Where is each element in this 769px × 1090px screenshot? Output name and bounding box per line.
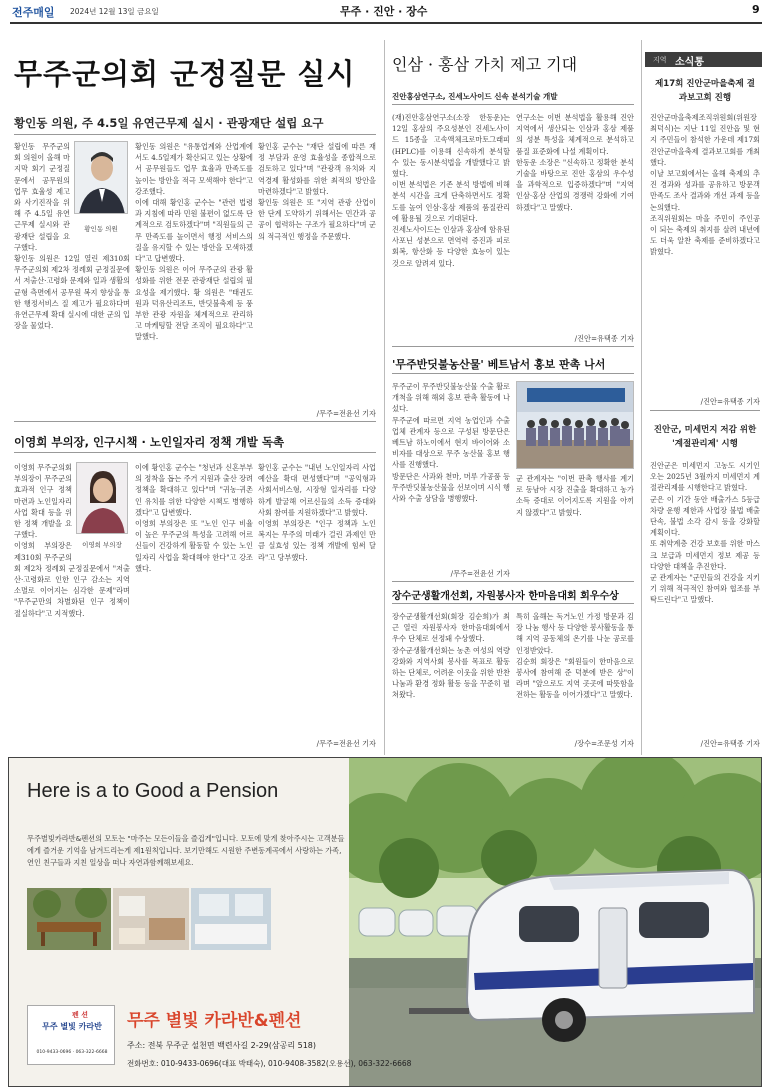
sidebar-item1-headline: 제17회 진안군마을축제 결과보고회 진행 <box>655 79 755 103</box>
ad-photo-2 <box>113 888 189 950</box>
paper-logo: 전주매일 <box>12 6 55 19</box>
sidebar-item1-byline: /진안=유택종 기자 <box>700 397 760 406</box>
paragraph: 이에 대해 황인홍 군수는 "관련 법령과 지침에 따라 민원 불편이 없도록 단계적으로 검토하겠다"며 "직원들의 근무 만족도를 높이면서 행정 서비스의 질을 유지할 수 있는 방안을 모색하겠다"고 답변했다. <box>135 198 253 264</box>
ginseng-col1 <box>392 112 510 344</box>
pension-sign <box>27 1005 115 1065</box>
promo-photo <box>516 381 634 469</box>
paragraph: 황인홍 군수는 "재단 설립에 따른 재정 부담과 운영 효율성을 종합적으로 검토하고 있다"며 "관광객 유치와 지역경제 활성화를 위한 최적의 방안을 마련하겠다"고 밝혔다. <box>258 142 376 196</box>
paragraph: 황인동 의원은 이어 무주군의 관광 활성화를 위한 전문 관광재단 설립의 필요성을 제기했다. 황 의원은 "태권도원과 덕유산리조트, 반딧불축제 등 풍부한 관광 자원을 체계적으로 관리하고 마케팅할 전담 조직이 필요하다"고 말했다. <box>135 265 253 342</box>
paragraph: 장수군생활개선회(회장 김순희)가 최근 열린 자원봉사자 한마음대회에서 우수 단체로 선정돼 수상했다. <box>392 612 510 644</box>
main-article-col1 <box>14 141 130 386</box>
paragraph: 이날 보고회에서는 올해 축제의 추진 경과와 성과를 공유하고 방문객 만족도 조사 결과와 개선 과제 등을 논의했다. <box>650 169 760 212</box>
ad-phone: 전화번호: 010-9433-0696(대표 박태숙), 010-9408-3582(오용선), 063-322-6668 <box>127 1059 412 1068</box>
ginseng-subhead: 진안홍삼연구소, 진세노사이드 신속 분석기술 개발 <box>392 92 558 101</box>
second-headline: 이영희 부의장, 인구시책 · 노인일자리 정책 개발 독촉 <box>14 435 285 449</box>
ad-headline: Here is a to Good a Pension <box>27 780 279 802</box>
ad-photo-3 <box>191 888 271 950</box>
main-byline: /무주=전윤선 기자 <box>316 409 376 418</box>
paragraph: 이에 황인홍 군수는 "청년과 신혼부부의 정착을 돕는 주거 지원과 출산 장려 정책을 확대하고 있다"며 "귀농·귀촌인 유치를 위한 다양한 시책도 병행하겠다"고 답변했다. <box>135 463 253 517</box>
promo-col1 <box>392 381 510 567</box>
paragraph: 군 관계자는 "군민들의 건강을 지키기 위해 적극적인 참여와 협조를 부탁드린다"고 말했다. <box>650 573 760 605</box>
sidebar-region-label: 지역 <box>653 56 667 64</box>
sign-phone: 010-9433-0696 · 063-322-6668 <box>36 1050 108 1055</box>
column-rule <box>384 40 385 755</box>
ginseng-headline: 인삼 · 홍삼 가치 제고 기대 <box>392 55 578 74</box>
ginseng-rule <box>392 104 634 105</box>
main-headline: 무주군의회 군정질문 실시 <box>14 57 356 91</box>
sign-top: 펜 션 <box>72 1011 88 1019</box>
ginseng-byline: /진안=유택종 기자 <box>574 334 634 343</box>
second-article-col3 <box>258 462 376 732</box>
second-photo-caption: 이영희 부의장 <box>82 541 122 549</box>
jangsu-headline: 장수군생활개선회, 자원봉사자 한마음대회 회우수상 <box>392 591 619 602</box>
second-article-col1 <box>14 462 130 752</box>
jangsu-byline: /장수=조문성 기자 <box>574 739 634 748</box>
paragraph: 무주군이 무주반딧불농산물 수출 활로 개척을 위해 해외 홍보 판촉 활동에 나섰다. <box>392 382 510 414</box>
group-photo-icon <box>517 382 634 469</box>
main-article-col2 <box>135 141 253 386</box>
issue-date: 2024년 12월 13일 금요일 <box>70 7 159 16</box>
second-headline-rule <box>14 452 376 453</box>
jangsu-col1 <box>392 611 510 751</box>
paragraph: 장수군생활개선회는 농촌 여성의 역량 강화와 지역사회 봉사를 목표로 활동하는 단체로, 어려운 이웃을 위한 반찬 나눔과 환경 정화 활동 등을 꾸준히 펼쳐왔다. <box>392 645 510 700</box>
main-subhead-rule <box>14 134 376 135</box>
paragraph: 또 취약계층 건강 보호를 위한 마스크 보급과 미세먼지 정보 제공 등 다양한 대책을 추진한다. <box>650 539 760 571</box>
jangsu-col2 <box>516 611 634 733</box>
paragraph: 군 관계자는 "이번 판촉 행사를 계기로 동남아 시장 진출을 확대하고 농가 소득 증대로 이어지도록 지원을 아끼지 않겠다"고 밝혔다. <box>516 474 634 517</box>
second-byline: /무주=전윤선 기자 <box>316 739 376 748</box>
paragraph: 황인홍 군수는 "내년 노인일자리 사업 예산을 확대 편성했다"며 "공익형과 사회서비스형, 시장형 일자리를 다양하게 발굴해 어르신들의 소득 증대와 사회 참여를 지원하겠다"고 밝혔다. <box>258 463 376 517</box>
divider <box>14 421 376 422</box>
paragraph: 방문단은 사과와 천마, 머루 가공품 등 무주반딧불농산물을 선보이며 시식 행사와 수출 상담을 병행했다. <box>392 471 510 504</box>
promo-col2 <box>516 473 634 553</box>
paragraph: 진안군은 미세먼지 고농도 시기인 오는 2025년 3월까지 미세먼지 계절관리제를 시행한다고 밝혔다. <box>650 461 760 493</box>
sidebar-item2-byline: /진안=유택종 기자 <box>700 739 760 748</box>
masthead-rule <box>10 22 762 24</box>
paragraph: 조직위원회는 마을 주민이 주인공이 되는 축제의 취지를 살려 내년에도 더욱 알찬 축제를 준비하겠다고 밝혔다. <box>650 213 760 257</box>
jangsu-rule <box>392 603 634 604</box>
sidebar-item1-body <box>650 112 760 382</box>
main-subhead: 황인동 의원, 주 4.5일 유연근무제 실시 · 관광재단 설립 요구 <box>14 116 324 130</box>
sidebar-divider <box>650 410 760 411</box>
promo-headline: '무주반딧불농산물' 베트남서 홍보 판촉 나서 <box>392 358 606 371</box>
paragraph: 특히 올해는 독거노인 가정 방문과 김장 나눔 행사 등 다양한 봉사활동을 통해 지역 공동체의 온기를 나눈 공로를 인정받았다. <box>516 612 634 655</box>
divider <box>392 581 634 582</box>
sidebar-item2-headline: 진안군, 미세먼지 저감 위한 '계절관리제' 시행 <box>653 425 757 449</box>
ad-title: 무주 별빛 카라반&펜션 <box>127 1011 302 1031</box>
promo-headline-rule <box>392 373 634 374</box>
divider <box>392 346 634 347</box>
paragraph: 황인동 의원은 "유통업계와 산업계에서도 4.5일제가 확산되고 있는 상황에서 공무원들도 업무 효율과 만족도를 높이는 방안을 적극 모색해야 한다"고 강조했다. <box>135 142 253 196</box>
paragraph: 이번 분석법은 기존 분석 방법에 비해 분석 시간을 크게 단축하면서도 정확도를 높여 인삼·홍삼 제품의 품질관리에 활용될 것으로 기대된다. <box>392 180 510 223</box>
ginseng-col2 <box>516 112 634 330</box>
paragraph: 연구소는 이번 분석법을 활용해 진안 지역에서 생산되는 인삼과 홍삼 제품의 성분 특성을 체계적으로 분석하고 품질 표준화에 나설 계획이다. <box>516 113 634 156</box>
paragraph: 김순희 회장은 "회원들이 한마음으로 봉사에 참여해 준 덕분에 받은 상"이라며 "앞으로도 지역 곳곳에 따뜻함을 전하는 활동을 이어가겠다"고 말했다. <box>516 656 634 700</box>
advertisement <box>8 757 762 1087</box>
paragraph: (재)진안홍삼연구소(소장 한동운)는 12일 홍삼의 주요성분인 진세노사이드 15종을 고속액체크로마토그래피(HPLC)를 이용해 신속하게 분석할 수 있는 동시분석법을 개발했다고 밝혔다. <box>392 113 510 179</box>
paragraph: 진안군마을축제조직위원회(위원장 최덕식)는 지난 11일 진안읍 및 현지 주민들이 참석한 가운데 제17회 진안군마을축제 결과보고회를 개최했다. <box>650 113 760 167</box>
paragraph: 이영희 부의장은 "인구 정책과 노인 복지는 무주의 미래가 걸린 과제인 만큼 실효성 있는 정책 개발에 힘써 달라"고 당부했다. <box>258 519 376 562</box>
column-rule <box>641 40 642 755</box>
main-photo-caption: 황인동 의원 <box>84 225 118 233</box>
ad-intro: 무주별빛카라반&펜션의 모토는 "마주는 모든이들을 즐겁게"입니다. 모토에 맞게 찾아주시는 고객분들에게 즐거운 기억을 남겨드리는게 제1원칙입니다. 보기만해도 시원한 주변동계곡에서 사랑하는 가족, 연인 친구들과 지친 일상을 떠나 자연과함께해보세요. <box>27 834 345 867</box>
sidebar-header <box>645 52 762 67</box>
ad-address: 주소: 전북 무주군 설천면 백련사길 2-29(삼공리 518) <box>127 1041 316 1050</box>
caravan-photo <box>349 758 762 1087</box>
paragraph: 한동운 소장은 "신속하고 정확한 분석 기술을 바탕으로 진안 홍삼의 우수성을 과학적으로 입증하겠다"며 "지역 인삼·홍삼 산업의 경쟁력 강화에 기여하겠다"고 말했다. <box>516 157 634 212</box>
section-name: 무주 · 진안 · 장수 <box>340 5 428 18</box>
paragraph: 진세노사이드는 인삼과 홍삼에 함유된 사포닌 성분으로 면역력 증진과 피로 회복, 항산화 등 다양한 효능이 있는 것으로 알려져 있다. <box>392 225 510 268</box>
paragraph: 이영희 부의장은 또 "노인 인구 비율이 높은 무주군의 특성을 고려해 어르신들이 건강하게 활동할 수 있는 노인일자리 사업을 확대해야 한다"고 강조했다. <box>135 519 253 573</box>
main-article-col3 <box>258 141 376 405</box>
masthead <box>10 0 762 22</box>
ad-photo-1 <box>27 888 111 950</box>
paragraph: 황인동 무주군의회 의원이 올해 마지막 회기 군정질문에서 공무원의 업무 효율성 제고와 사기진작을 위해 주 4.5일 유연근무제 실시와 관광재단 설립을 요구했다. <box>14 142 70 252</box>
paragraph: 무주군에 따르면 지역 농업인과 수출업체 관계자 등으로 구성된 방문단은 베트남 하노이에서 현지 바이어와 소비자를 대상으로 무주 농산물 홍보 행사를 진행했다. <box>392 415 510 470</box>
second-article-col2 <box>135 462 253 752</box>
paragraph: 황인동 의원은 12일 열린 제310회 무주군의회 제2차 정례회 군정질문에서 저출산·고령화 문제와 일과 생활의 균형 측면에서 공무원 복지 향상을 통한 행정서비스 질 제고가 필요하다며 유연근무제 확대 실시에 대한 군의 입장을 물었다. <box>14 254 130 331</box>
promo-byline: /무주=전윤선 기자 <box>450 569 510 578</box>
sidebar-item2-body <box>650 460 760 732</box>
paragraph: 이영희 부의장은 제310회 무주군의회 제2차 정례회 군정질문에서 "저출산·고령화로 인한 인구 감소는 지역 소멸로 이어지는 심각한 문제"라며 "무주군만의 차별화된 인구 정책이 절실하다"고 지적했다. <box>14 541 130 618</box>
sidebar-title: 소식통 <box>675 57 704 68</box>
sign-main: 무주 별빛 카라반 <box>42 1022 102 1031</box>
page-number: 9 <box>752 3 760 16</box>
paragraph: 황인동 의원은 또 "지역 관광 산업이 한 단계 도약하기 위해서는 민간과 공공이 협력하는 구조가 필요하다"며 군의 적극적인 행정을 주문했다. <box>258 198 376 241</box>
paragraph: 이영희 무주군의회 부의장이 무주군의 효과적 인구 정책 마련과 노인일자리 사업 확대 등을 위한 정책 개발을 요구했다. <box>14 463 72 540</box>
paragraph: 군은 이 기간 동안 배출가스 5등급 차량 운행 제한과 사업장 불법 배출 단속, 불법 소각 감시 등을 강화할 계획이다. <box>650 494 760 538</box>
